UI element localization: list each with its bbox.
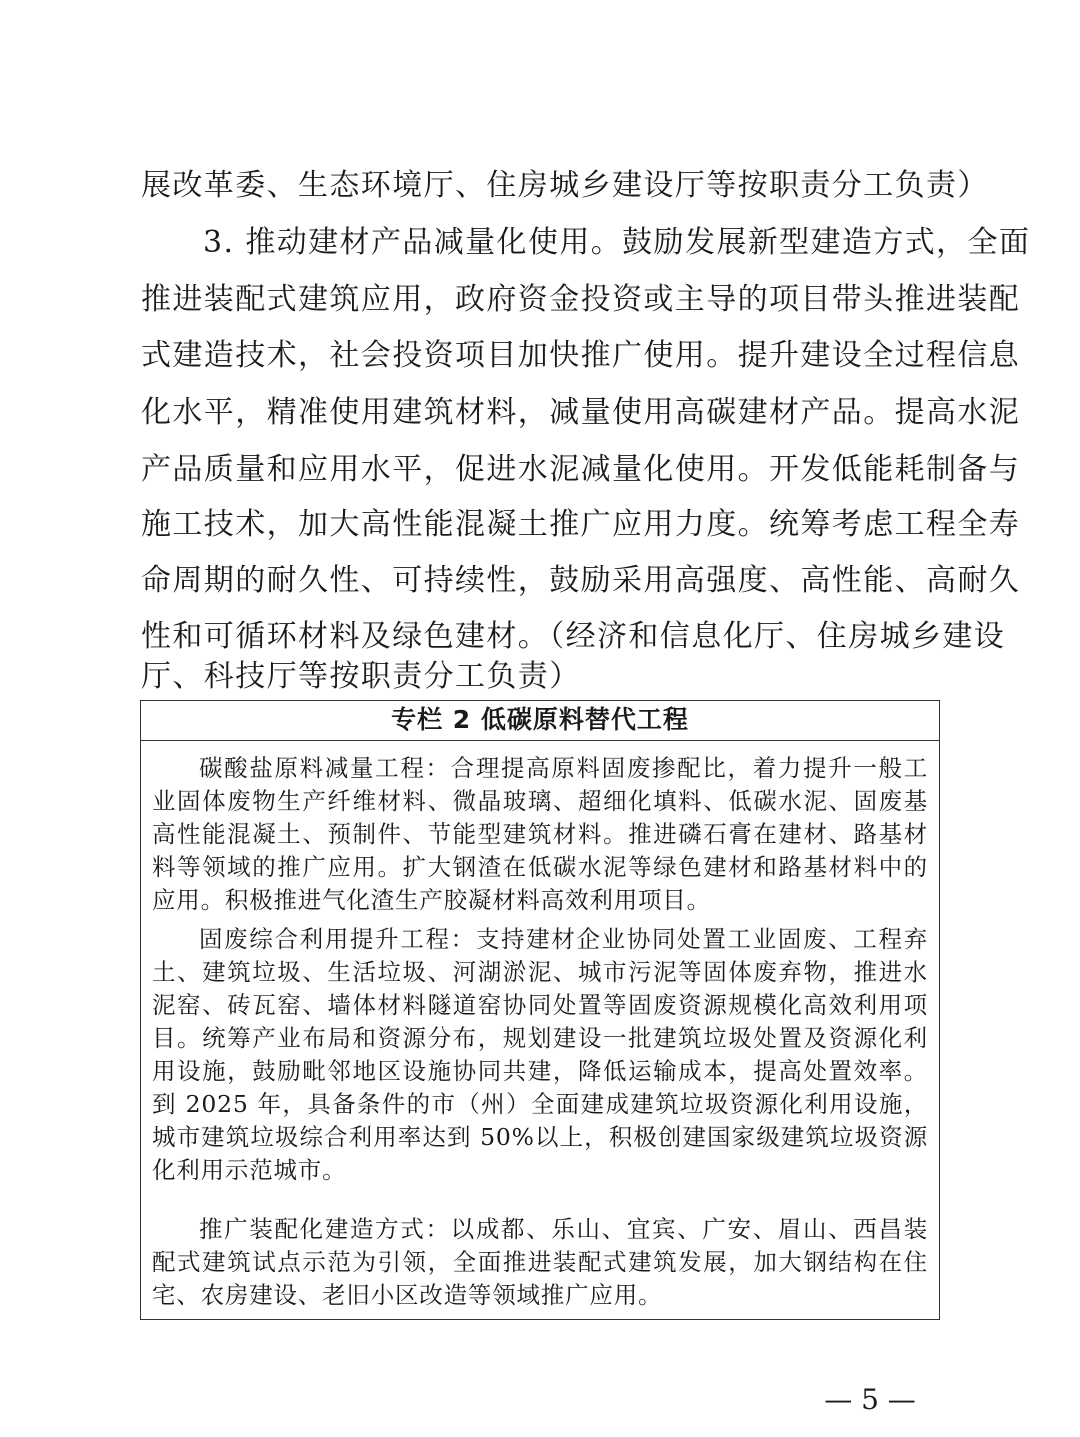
- box-line-16: 宅、农房建设、老旧小区改造等领域推广应用。: [152, 1281, 663, 1309]
- body-line-5: 化水平，精准使用建筑材料，减量使用高碳建材产品。提高水泥: [141, 395, 1021, 430]
- body-line-1: 展改革委、生态环境厅、住房城乡建设厅等按职责分工负责）: [141, 168, 989, 203]
- column-box: [140, 700, 940, 1320]
- body-line-6: 产品质量和应用水平，促进水泥减量化使用。开发低能耗制备与: [141, 452, 1021, 487]
- box-line-7: 土、建筑垃圾、生活垃圾、河湖淤泥、城市污泥等固体废弃物，推进水: [152, 958, 928, 986]
- box-line-4: 料等领域的推广应用。扩大钢渣在低碳水泥等绿色建材和路基材料中的: [152, 853, 928, 881]
- body-line-9: 性和可循环材料及绿色建材。（经济和信息化厅、住房城乡建设: [141, 619, 1006, 654]
- box-line-11: 到 2025 年，具备条件的市（州）全面建成建筑垃圾资源化利用设施，: [152, 1090, 928, 1118]
- body-line-10: 厅、科技厅等按职责分工负责）: [141, 659, 581, 694]
- box-line-9: 目。统筹产业布局和资源分布，规划建设一批建筑垃圾处置及资源化利: [152, 1024, 928, 1052]
- box-line-6: 固废综合利用提升工程：支持建材企业协同处置工业固废、工程弃: [199, 925, 928, 953]
- box-line-1: 碳酸盐原料减量工程：合理提高原料固废掺配比，着力提升一般工: [199, 754, 928, 782]
- body-line-7: 施工技术，加大高性能混凝土推广应用力度。统筹考虑工程全寿: [141, 507, 1021, 542]
- box-line-15: 配式建筑试点示范为引领，全面推进装配式建筑发展，加大钢结构在住: [152, 1248, 928, 1276]
- body-line-4: 式建造技术，社会投资项目加快推广使用。提升建设全过程信息: [141, 338, 1021, 373]
- box-line-13: 化利用示范城市。: [152, 1156, 347, 1184]
- box-line-8: 泥窑、砖瓦窑、墙体材料隧道窑协同处置等固废资源规模化高效利用项: [152, 991, 928, 1019]
- box-line-14: 推广装配化建造方式：以成都、乐山、宜宾、广安、眉山、西昌装: [199, 1215, 928, 1243]
- body-line-8: 命周期的耐久性、可持续性，鼓励采用高强度、高性能、高耐久: [141, 563, 1021, 598]
- body-line-2: 3. 推动建材产品减量化使用。鼓励发展新型建造方式，全面: [203, 225, 1031, 260]
- box-line-2: 业固体废物生产纤维材料、微晶玻璃、超细化填料、低碳水泥、固废基: [152, 787, 928, 815]
- box-title: 专栏 2 低碳原料替代工程: [141, 701, 939, 741]
- box-line-10: 用设施，鼓励毗邻地区设施协同共建，降低运输成本，提高处置效率。: [152, 1057, 928, 1085]
- box-line-3: 高性能混凝土、预制件、节能型建筑材料。推进磷石膏在建材、路基材: [152, 820, 928, 848]
- box-line-12: 城市建筑垃圾综合利用率达到 50%以上，积极创建国家级建筑垃圾资源: [152, 1123, 928, 1151]
- page-number: — 5 —: [824, 1383, 916, 1416]
- box-line-5: 应用。积极推进气化渣生产胶凝材料高效利用项目。: [152, 886, 711, 914]
- body-line-3: 推进装配式建筑应用，政府资金投资或主导的项目带头推进装配: [141, 282, 1021, 317]
